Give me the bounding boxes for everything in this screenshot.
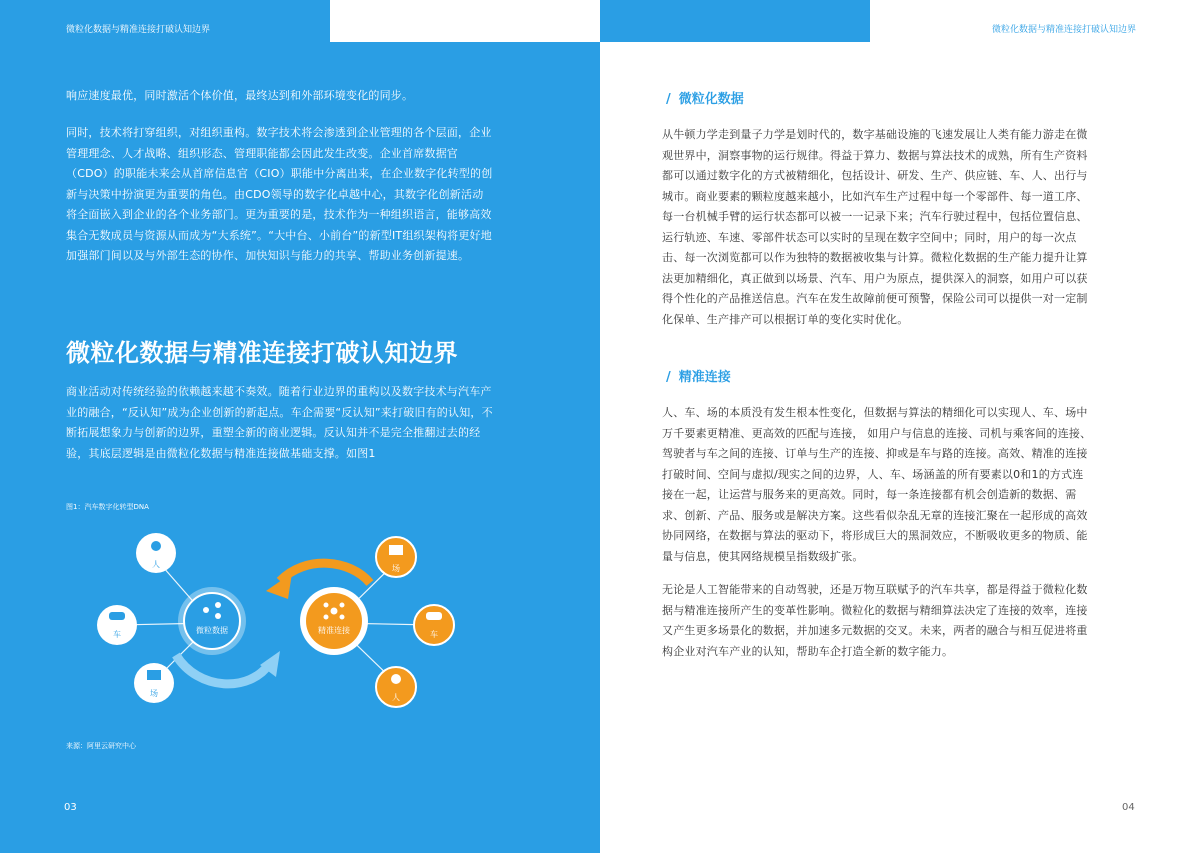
intro-paragraph: 响应速度最优，同时激活个体价值，最终达到和外部环境变化的同步。 [66, 89, 414, 102]
running-header-left: 微粒化数据与精准连接打破认知边界 [66, 25, 211, 35]
node-place-left [134, 663, 174, 703]
person-icon [391, 674, 401, 684]
node-micro-data [178, 587, 246, 655]
person-icon [151, 541, 161, 551]
node-car-left [97, 605, 137, 645]
center-label: 精准连接 [318, 626, 350, 635]
store-icon [389, 545, 403, 555]
node-label: 车 [430, 630, 438, 639]
body-paragraph-anti-cognition: 商业活动对传统经验的依赖越来越不奏效。随着行业边界的重构以及数字技术与汽车产业的融合，“反认知”成为企业创新的新起点。车企需要“反认知”来打破旧有的认知，不断拓展想象力与创新的边界，重塑全新的商业逻辑。反认知并不是完全推翻过去的经验，其底层逻辑是由微粒化数据与精准连接做基础支撑。如图1 [66, 385, 493, 460]
section-heading-text: 精准连接 [678, 370, 731, 385]
section-heading-text: 微粒化数据 [678, 92, 744, 107]
node-precise-link [300, 587, 368, 655]
car-icon [426, 612, 442, 620]
page-number-left: 03 [64, 802, 77, 813]
node-car-right [414, 605, 454, 645]
section-body-conclusion: 无论是人工智能带来的自动驾驶，还是万物互联赋予的汽车共享，都是得益于微粒化数据与精准连接所产生的变革性影响。微粒化的数据与精细算法决定了连接的效率，连接又产生更多场景化的数据，并加速多元数据的交叉。未来，两者的融合与相互促进将重构企业对汽车产业的认知，帮助车企打造全新的数字能力。 [662, 583, 1088, 658]
node-place-right [376, 537, 416, 577]
section-heading-micro-data [666, 88, 744, 107]
store-icon [147, 670, 161, 680]
figure-source: 来源：阿里云研究中心 [66, 742, 136, 750]
section-body-micro-data: 从牛顿力学走到量子力学是划时代的，数字基础设施的飞速发展让人类有能力游走在微观世界中，洞察事物的运行规律。得益于算力、数据与算法技术的成熟，所有生产资料都可以通过数字化的方式被精细化，包括设计、研发、生产、供应链、车、人、出行与城市。商业要素的颗粒度越来越小，比如汽车生产过程中每一个零部件、每一道工序、每一台机械手臂的运行状态都可以被一一记录下来；汽车行驶过程中，包括位置信息、运行轨迹、车速、零部件状态可以实时的呈现在数字空间中；同时，用户的每一次点击、每一次浏览都可以作为独特的数据被收集与计算。微粒化数据的生产能力提升让算法更加精细化，真正做到以场景、汽车、用户为原点，提供深入的洞察，如用户可以获得个性化的产品推送信息。汽车在发生故障前便可预警，保险公司可以提供一对一定制化保单、生产排产可以根据订单的变化实时优化。 [662, 128, 1088, 326]
node-person-right [376, 667, 416, 707]
node-label: 场 [150, 689, 158, 698]
slash-marker: / [666, 370, 671, 385]
top-tab-blue [600, 0, 870, 42]
node-person-left [136, 533, 176, 573]
section-body-precise-link: 人、车、场的本质没有发生根本性变化，但数据与算法的精细化可以实现人、车、场中万千要素更精准、更高效的匹配与连接， 如用户与信息的连接、司机与乘客间的连接、驾驶者与车之间的连接、订单与生产的连接、抑或是车与路的连接。高效、精准的连接打破时间、空间与虚拟/现实之间的边界，人、车、场涵盖的所有要素以0和1的方式连接在一起，让运营与服务来的更高效。同时，每一条连接都有机会创造新的数据、需求、创新、产品、服务或是解决方案。这些看似杂乱无章的连接汇聚在一起形成的高效协同网络，在数据与算法的驱动下，将形成巨大的黑洞效应，不断吸收更多的物质、能量与信息，使其网络规模呈指数级扩张。 [662, 406, 1092, 563]
running-header-right: 微粒化数据与精准连接打破认知边界 [992, 25, 1137, 35]
page-title: 微粒化数据与精准连接打破认知边界 [66, 339, 458, 367]
orange-arrow [280, 563, 370, 583]
node-label: 人 [392, 693, 400, 702]
center-label: 微粒数据 [196, 626, 228, 635]
blue-arrow [176, 655, 270, 684]
body-paragraph-organization: 同时，技术将打穿组织，对组织重构。数字技术将会渗透到企业管理的各个层面，企业管理理念、人才战略、组织形态、管理职能都会因此发生改变。企业首席数据官（CDO）的职能未来会从首席信息官（CIO）职能中分离出来，在企业数字化转型的创新与决策中扮演更为重要的角色。由CDO领导的数字化卓越中心，其数字化创新活动将全面嵌入到企业的各个业务部门。更为重要的是，技术作为一种组织语言，能够高效集合无数成员与资源从而成为“大系统”。“大中台、小前台”的新型IT组织架构将更好地加强部门间以及与外部生态的协作、加快知识与能力的共享、帮助业务创新提速。 [66, 126, 493, 262]
right-page [600, 0, 1200, 853]
node-label: 人 [152, 560, 160, 569]
page-number-right: 04 [1122, 802, 1135, 813]
dna-diagram [80, 515, 520, 740]
top-tab-white [330, 0, 600, 42]
section-heading-precise-link [666, 366, 731, 385]
node-label: 场 [392, 564, 400, 573]
node-label: 车 [113, 630, 121, 639]
figure-caption: 图1：汽车数字化转型DNA [66, 503, 149, 511]
slash-marker: / [666, 92, 671, 107]
car-icon [109, 612, 125, 620]
